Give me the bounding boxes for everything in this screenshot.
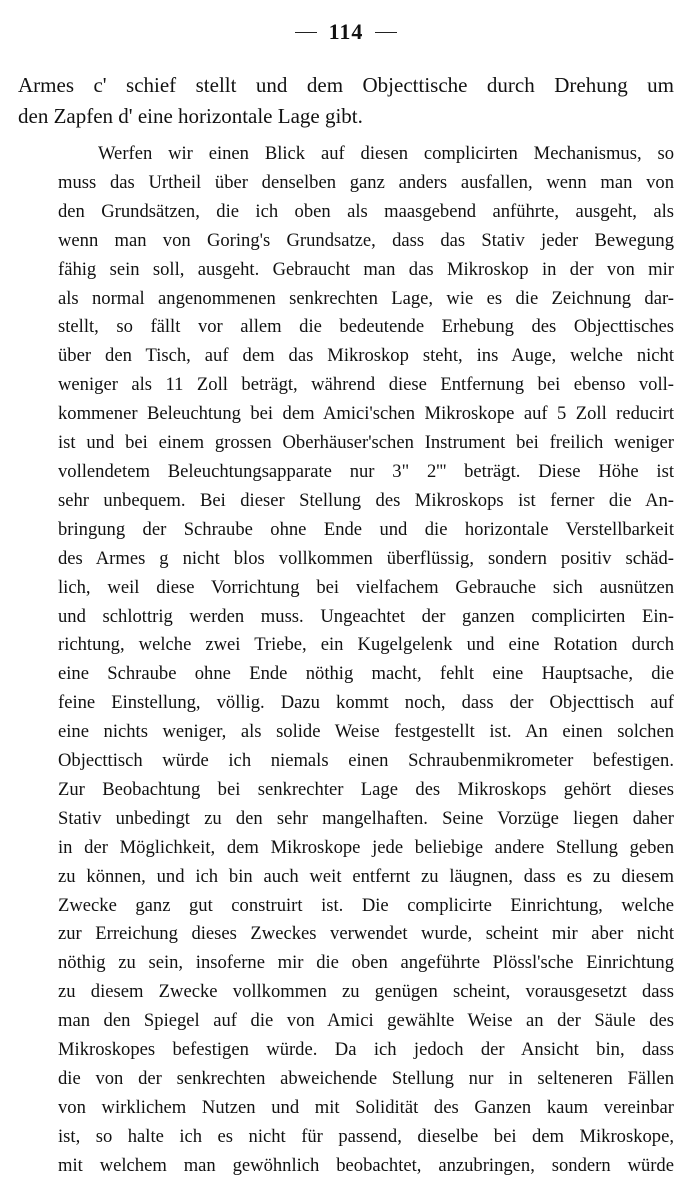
page-header	[18, 18, 674, 46]
text-line: wenn man von Goring's Grundsatze, dass das Stativ jeder Bewegung	[58, 229, 674, 251]
text-line: vollendetem Beleuchtungsapparate nur 3" 2''' beträgt. Diese Höhe ist	[58, 460, 674, 482]
text-line: eine nichts weniger, als solide Weise festgestellt ist. An einen solchen	[58, 721, 674, 743]
text-line: richtung, welche zwei Triebe, ein Kugelgelenk und eine Rotation durch	[58, 634, 674, 656]
text-line: des Armes g nicht blos vollkommen überflüssig, sondern positiv schäd-	[58, 547, 674, 569]
text-line: zu können, und ich bin auch weit entfernt zu läugnen, dass es zu diesem	[58, 865, 674, 887]
header-dash-right	[375, 32, 397, 33]
text-line: stellt, so fällt vor allem die bedeutende Erhebung des Objecttisches	[58, 316, 674, 338]
text-line: von wirklichem Nutzen und mit Solidität des Ganzen kaum vereinbar	[58, 1096, 674, 1118]
text-line: zu diesem Zwecke vollkommen zu genügen scheint, vorausgesetzt dass	[58, 981, 674, 1003]
text-line: und schlottrig werden muss. Ungeachtet der ganzen complicirten Ein-	[58, 605, 674, 627]
text-line: muss das Urtheil über denselben ganz anders ausfallen, wenn man von	[58, 171, 674, 193]
text-line: nöthig zu sein, insoferne mir die oben angeführte Plössl'sche Einrichtung	[58, 952, 674, 974]
text-line: den Grundsätzen, die ich oben als maasgebend anführte, ausgeht, als	[58, 200, 674, 222]
text-line: Werfen wir einen Blick auf diesen complicirten Mechanismus, so	[98, 143, 674, 164]
text-line: zur Erreichung dieses Zweckes verwendet wurde, scheint mir aber nicht	[58, 923, 674, 945]
text-line: über den Tisch, auf dem das Mikroskop steht, ins Auge, welche nicht	[58, 345, 674, 367]
text-line: bringung der Schraube ohne Ende und die horizontale Verstellbarkeit	[58, 518, 674, 540]
text-line: in der Möglichkeit, dem Mikroskope jede beliebige andere Stellung geben	[58, 836, 674, 858]
text-line: ist, so halte ich es nicht für passend, dieselbe bei dem Mikroskope,	[58, 1125, 674, 1147]
paragraph-1	[18, 70, 674, 132]
text-line: Objecttisch würde ich niemals einen Schraubenmikrometer befestigen.	[58, 750, 674, 772]
text-line: Stativ unbedingt zu den sehr mangelhaften. Seine Vorzüge liegen daher	[58, 807, 674, 829]
page-number: 114	[328, 19, 364, 44]
text-line: Armes c' schief stellt und dem Objecttische durch Drehung um	[18, 73, 674, 97]
text-line: mit welchem man gewöhnlich beobachtet, anzubringen, sondern würde	[58, 1154, 674, 1176]
text-line: man den Spiegel auf die von Amici gewählte Weise an der Säule des	[58, 1010, 674, 1032]
header-dash-left	[295, 32, 317, 33]
text-line: Mikroskopes befestigen würde. Da ich jedoch der Ansicht bin, dass	[58, 1039, 674, 1061]
text-line: Zur Beobachtung bei senkrechter Lage des Mikroskops gehört dieses	[58, 778, 674, 800]
text-line: die von der senkrechten abweichende Stellung nur in selteneren Fällen	[58, 1068, 674, 1089]
text-line: den Zapfen d' eine horizontale Lage gibt.	[18, 104, 363, 128]
text-line: kommener Beleuchtung bei dem Amici'schen Mikroskope auf 5 Zoll reducirt	[58, 403, 674, 425]
text-line: Zwecke ganz gut construirt ist. Die complicirte Einrichtung, welche	[58, 894, 674, 916]
paragraph-2	[18, 140, 674, 1181]
body-text	[18, 70, 674, 1181]
text-line: feine Einstellung, völlig. Dazu kommt noch, dass der Objecttisch auf	[58, 692, 674, 714]
text-line: lich, weil diese Vorrichtung bei vielfachem Gebrauche sich ausnützen	[58, 576, 674, 598]
text-line: als normal angenommenen senkrechten Lage, wie es die Zeichnung dar-	[58, 287, 674, 309]
text-line: fähig sein soll, ausgeht. Gebraucht man das Mikroskop in der von mir	[58, 258, 674, 280]
text-line: sehr unbequem. Bei dieser Stellung des Mikroskops ist ferner die An-	[58, 489, 674, 511]
text-line: ist und bei einem grossen Oberhäuser'schen Instrument bei freilich weniger	[58, 432, 674, 454]
text-line: weniger als 11 Zoll beträgt, während diese Entfernung bei ebenso voll-	[58, 374, 674, 396]
text-line: eine Schraube ohne Ende nöthig macht, fehlt eine Hauptsache, die	[58, 663, 674, 685]
